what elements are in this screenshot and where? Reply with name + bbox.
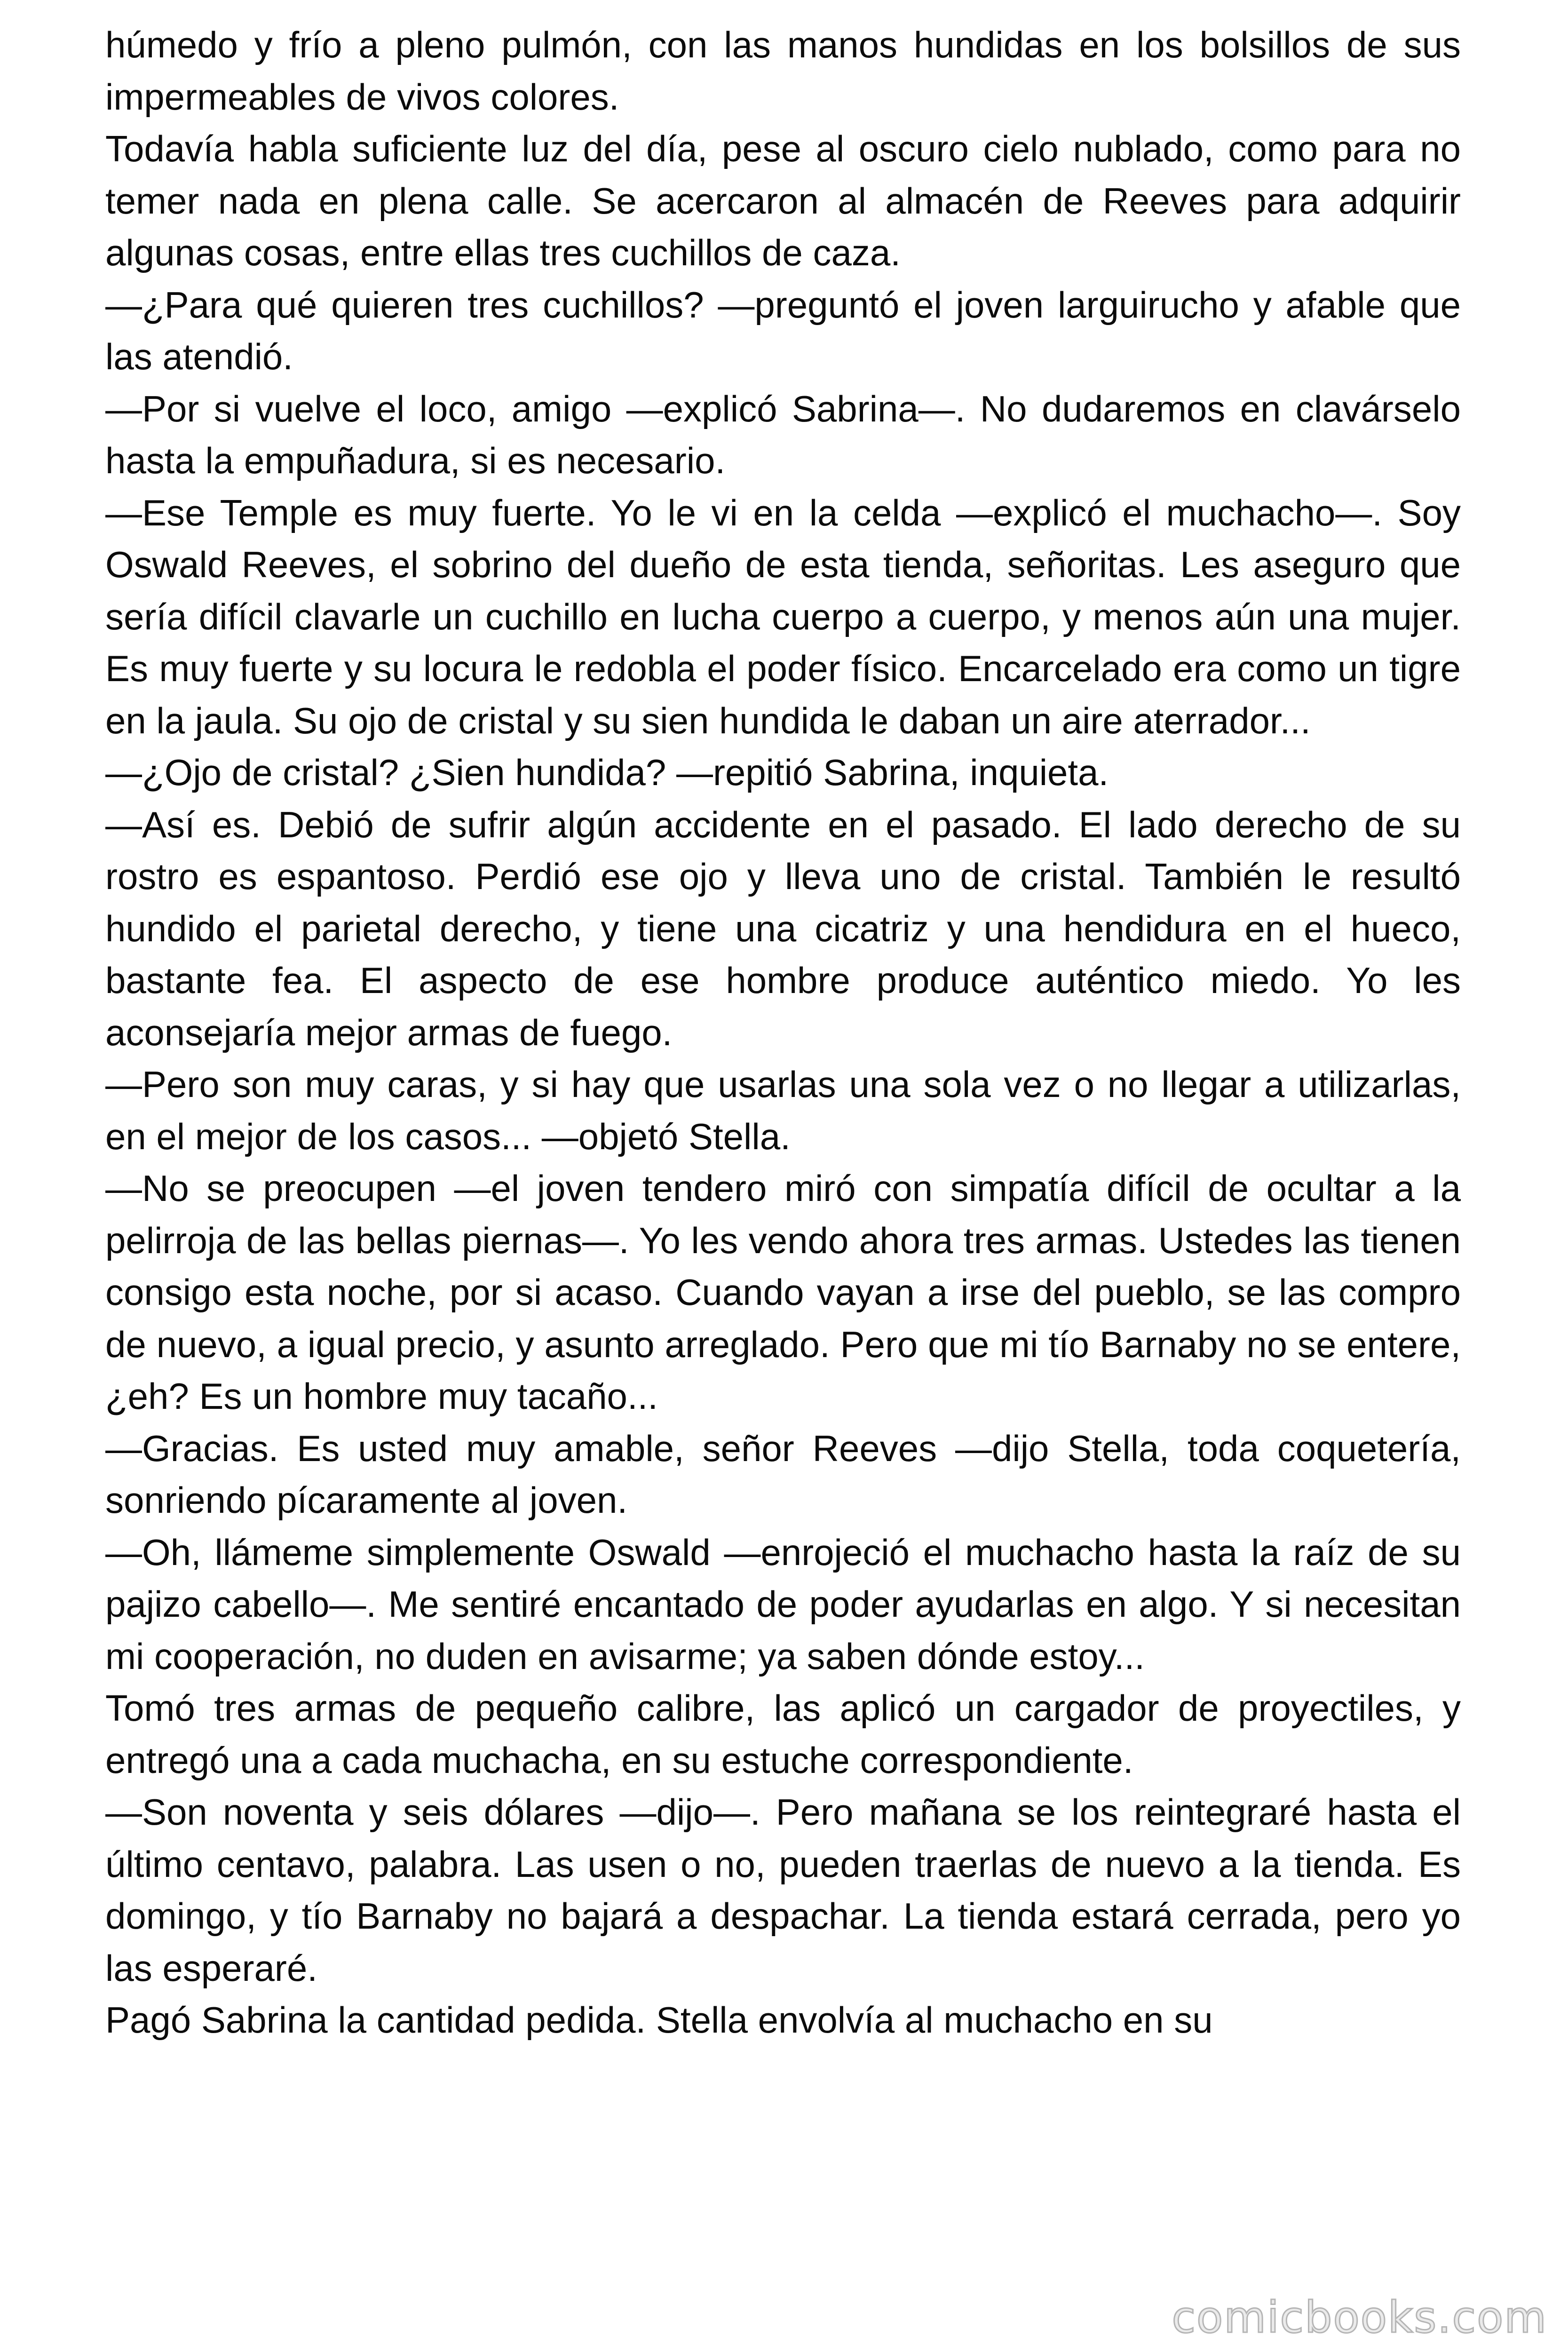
paragraph: —¿Para qué quieren tres cuchillos? —preguntó el joven larguirucho y afable que las atendió. [105,284,1461,377]
paragraph: —Son noventa y seis dólares —dijo—. Pero mañana se los reintegraré hasta el último centavo, palabra. Las usen o no, pueden traerlas de nuevo a la tienda. Es domingo, y tío Barnaby no bajará a despachar. La tienda estará cerrada, pero yo las esperaré. [105,1791,1461,1989]
paragraph: —Así es. Debió de sufrir algún accidente en el pasado. El lado derecho de su rostro es espantoso. Perdió ese ojo y lleva uno de cristal. También le resultó hundido el parietal derecho, y tiene una cicatriz y una hendidura en el hueco, bastante fea. El aspecto de ese hombre produce auténtico miedo. Yo les aconsejaría mejor armas de fuego. [105,803,1461,1053]
paragraph: húmedo y frío a pleno pulmón, con las manos hundidas en los bolsillos de sus impermeables de vivos colores. [105,24,1461,118]
watermark: comicbooks.com [1172,2292,1547,2343]
paragraph: —No se preocupen —el joven tendero miró con simpatía difícil de ocultar a la pelirroja de las bellas piernas—. Yo les vendo ahora tres armas. Ustedes las tienen consigo esta noche, por si acaso. Cuando vayan a irse del pueblo, se las compro de nuevo, a igual precio, y asunto arreglado. Pero que mi tío Barnaby no se entere, ¿eh? Es un hombre muy tacaño... [105,1168,1461,1417]
paragraph: Pagó Sabrina la cantidad pedida. Stella envolvía al muchacho en su [105,1999,1213,2041]
paragraph: —Ese Temple es muy fuerte. Yo le vi en la celda —explicó el muchacho—. Soy Oswald Reeves, el sobrino del dueño de esta tienda, señoritas. Les aseguro que sería difícil clavarle un cuchillo en lucha cuerpo a cuerpo, y menos aún una mujer. Es muy fuerte y su locura le redobla el poder físico. Encarcelado era como un tigre en la jaula. Su ojo de cristal y su sien hundida le daban un aire aterrador... [105,492,1461,741]
paragraph: —Oh, llámeme simplemente Oswald —enrojeció el muchacho hasta la raíz de su pajizo cabello—. Me sentiré encantado de poder ayudarlas en algo. Y si necesitan mi cooperación, no duden en avisarme; ya saben dónde estoy... [105,1531,1461,1677]
paragraph: —Pero son muy caras, y si hay que usarlas una sola vez o no llegar a utilizarlas, en el mejor de los casos... —objetó Stella. [105,1064,1461,1157]
paragraph: —Por si vuelve el loco, amigo —explicó Sabrina—. No dudaremos en clavárselo hasta la empuñadura, si es necesario. [105,388,1461,481]
document-page [105,19,1461,2046]
paragraph: —Gracias. Es usted muy amable, señor Reeves —dijo Stella, toda coquetería, sonriendo pícaramente al joven. [105,1427,1461,1521]
paragraph: Tomó tres armas de pequeño calibre, las aplicó un cargador de proyectiles, y entregó una a cada muchacha, en su estuche correspondiente. [105,1687,1461,1781]
paragraph: Todavía habla suficiente luz del día, pese al oscuro cielo nublado, como para no temer nada en plena calle. Se acercaron al almacén de Reeves para adquirir algunas cosas, entre ellas tres cuchillos de caza. [105,128,1461,273]
paragraph: —¿Ojo de cristal? ¿Sien hundida? —repitió Sabrina, inquieta. [105,752,1109,793]
